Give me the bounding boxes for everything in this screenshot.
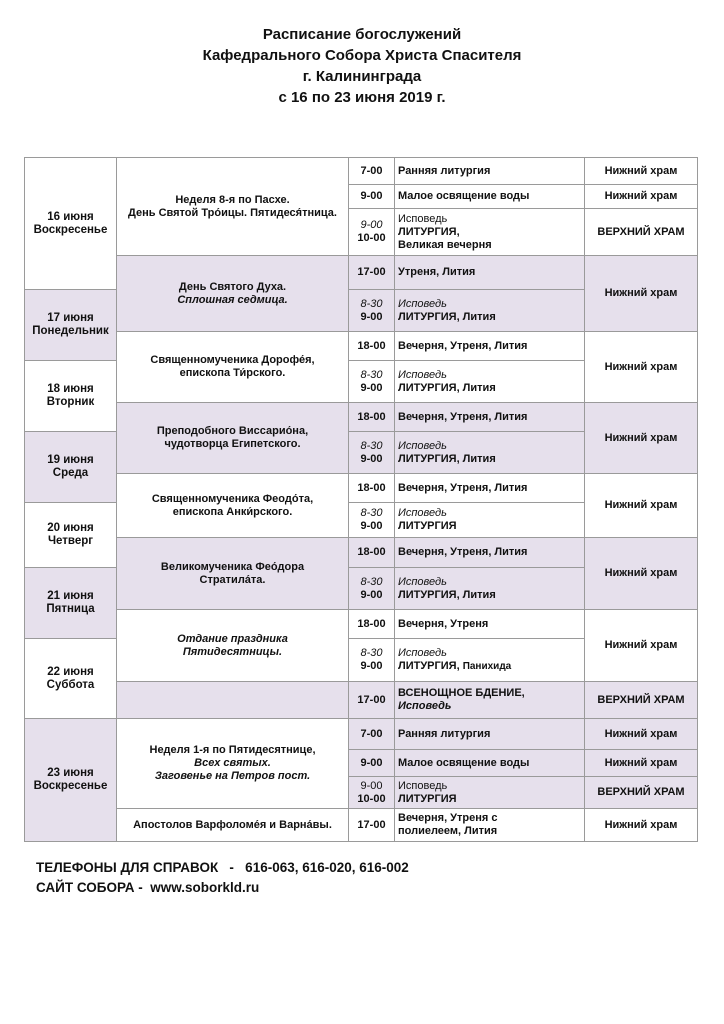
title-line: г. Калининграда <box>302 68 422 85</box>
place-cell: Нижний храм <box>585 158 698 185</box>
site-line: САЙТ СОБОРА - www.soborkld.ru <box>36 880 260 895</box>
phones-line: ТЕЛЕФОНЫ ДЛЯ СПРАВОК - 616-063, 616-020, 616-002 <box>36 860 409 875</box>
time-cell: 8-30 9-00 <box>349 432 395 474</box>
date-cell: 16 июня Воскресенье <box>25 158 117 290</box>
service-cell: Малое освящение воды <box>395 185 585 209</box>
time-cell: 18-00 <box>349 610 395 639</box>
date-cell: 23 июня Воскресенье <box>25 719 117 842</box>
date-cell: 22 июня Суббота <box>25 639 117 719</box>
feast-cell: Неделя 1-я по Пятидесятнице, Всех святых. Заговенье на Петров пост. <box>117 719 349 809</box>
service-cell: Ранняя литургия <box>395 158 585 185</box>
time-cell: 18-00 <box>349 538 395 568</box>
service-cell: ВСЕНОЩНОЕ БДЕНИЕ, Исповедь <box>395 682 585 719</box>
date-cell: 17 июня Понедельник <box>25 290 117 361</box>
place-cell: Нижний храм <box>585 809 698 842</box>
service-cell: Вечерня, Утреня с полиелеем, Лития <box>395 809 585 842</box>
time-cell: 8-30 9-00 <box>349 361 395 403</box>
feast-cell: Неделя 8-я по Пасхе. День Святой Тро́ицы. Пятидеся́тница. <box>117 158 349 256</box>
time-cell: 8-30 9-00 <box>349 503 395 538</box>
title-line: Кафедрального Собора Христа Спасителя <box>202 47 522 64</box>
place-cell: Нижний храм <box>585 610 698 682</box>
time-cell: 9-00 10-00 <box>349 777 395 809</box>
date-cell: 21 июня Пятница <box>25 568 117 639</box>
time-cell: 17-00 <box>349 682 395 719</box>
service-cell: Ранняя литургия <box>395 719 585 750</box>
feast-cell: Отдание праздника Пятидесятницы. <box>117 610 349 682</box>
service-cell: Исповедь ЛИТУРГИЯ <box>395 503 585 538</box>
service-cell: Малое освящение воды <box>395 750 585 777</box>
feast-cell: Великомученика Фео́дора Стратила́та. <box>117 538 349 610</box>
time-cell: 17-00 <box>349 809 395 842</box>
schedule-table <box>24 157 698 842</box>
time-cell: 8-30 9-00 <box>349 290 395 332</box>
place-cell: Нижний храм <box>585 750 698 777</box>
service-cell: Исповедь ЛИТУРГИЯ, Панихида <box>395 639 585 682</box>
footer <box>36 858 409 898</box>
feast-cell: Преподобного Виссарио́на, чудотворца Египетского. <box>117 403 349 474</box>
page-title <box>0 24 724 108</box>
service-cell: Исповедь ЛИТУРГИЯ, Лития <box>395 432 585 474</box>
place-cell: ВЕРХНИЙ ХРАМ <box>585 777 698 809</box>
service-cell: Вечерня, Утреня, Лития <box>395 403 585 432</box>
time-cell: 7-00 <box>349 719 395 750</box>
feast-cell: День Святого Духа. Сплошная седмица. <box>117 256 349 332</box>
place-cell: Нижний храм <box>585 185 698 209</box>
time-cell: 9-00 <box>349 750 395 777</box>
feast-cell <box>117 682 349 719</box>
place-cell: Нижний храм <box>585 332 698 403</box>
place-cell: Нижний храм <box>585 474 698 538</box>
time-cell: 8-30 9-00 <box>349 639 395 682</box>
place-cell: Нижний храм <box>585 719 698 750</box>
place-cell: ВЕРХНИЙ ХРАМ <box>585 682 698 719</box>
place-cell: Нижний храм <box>585 403 698 474</box>
service-cell: Вечерня, Утреня, Лития <box>395 474 585 503</box>
feast-cell: Священномученика Феодо́та, епископа Анки́рского. <box>117 474 349 538</box>
service-cell: Вечерня, Утреня <box>395 610 585 639</box>
time-cell: 9-00 <box>349 185 395 209</box>
date-cell: 18 июня Вторник <box>25 361 117 432</box>
service-cell: Исповедь ЛИТУРГИЯ <box>395 777 585 809</box>
service-cell: Вечерня, Утреня, Лития <box>395 332 585 361</box>
date-cell: 19 июня Среда <box>25 432 117 503</box>
time-cell: 9-00 10-00 <box>349 209 395 256</box>
place-cell: Нижний храм <box>585 256 698 332</box>
place-cell: ВЕРХНИЙ ХРАМ <box>585 209 698 256</box>
feast-cell: Апостолов Варфоломе́я и Варна́вы. <box>117 809 349 842</box>
time-cell: 17-00 <box>349 256 395 290</box>
time-cell: 8-30 9-00 <box>349 568 395 610</box>
time-cell: 18-00 <box>349 403 395 432</box>
feast-cell: Священномученика Дорофе́я, епископа Ти́рского. <box>117 332 349 403</box>
time-cell: 18-00 <box>349 474 395 503</box>
service-cell: Исповедь ЛИТУРГИЯ, Лития <box>395 568 585 610</box>
service-cell: Исповедь ЛИТУРГИЯ, Великая вечерня <box>395 209 585 256</box>
place-cell: Нижний храм <box>585 538 698 610</box>
service-cell: Исповедь ЛИТУРГИЯ, Лития <box>395 290 585 332</box>
date-cell: 20 июня Четверг <box>25 503 117 568</box>
service-cell: Утреня, Лития <box>395 256 585 290</box>
service-cell: Вечерня, Утреня, Лития <box>395 538 585 568</box>
time-cell: 18-00 <box>349 332 395 361</box>
title-line: с 16 по 23 июня 2019 г. <box>278 89 446 106</box>
service-cell: Исповедь ЛИТУРГИЯ, Лития <box>395 361 585 403</box>
time-cell: 7-00 <box>349 158 395 185</box>
title-line: Расписание богослужений <box>262 26 462 43</box>
